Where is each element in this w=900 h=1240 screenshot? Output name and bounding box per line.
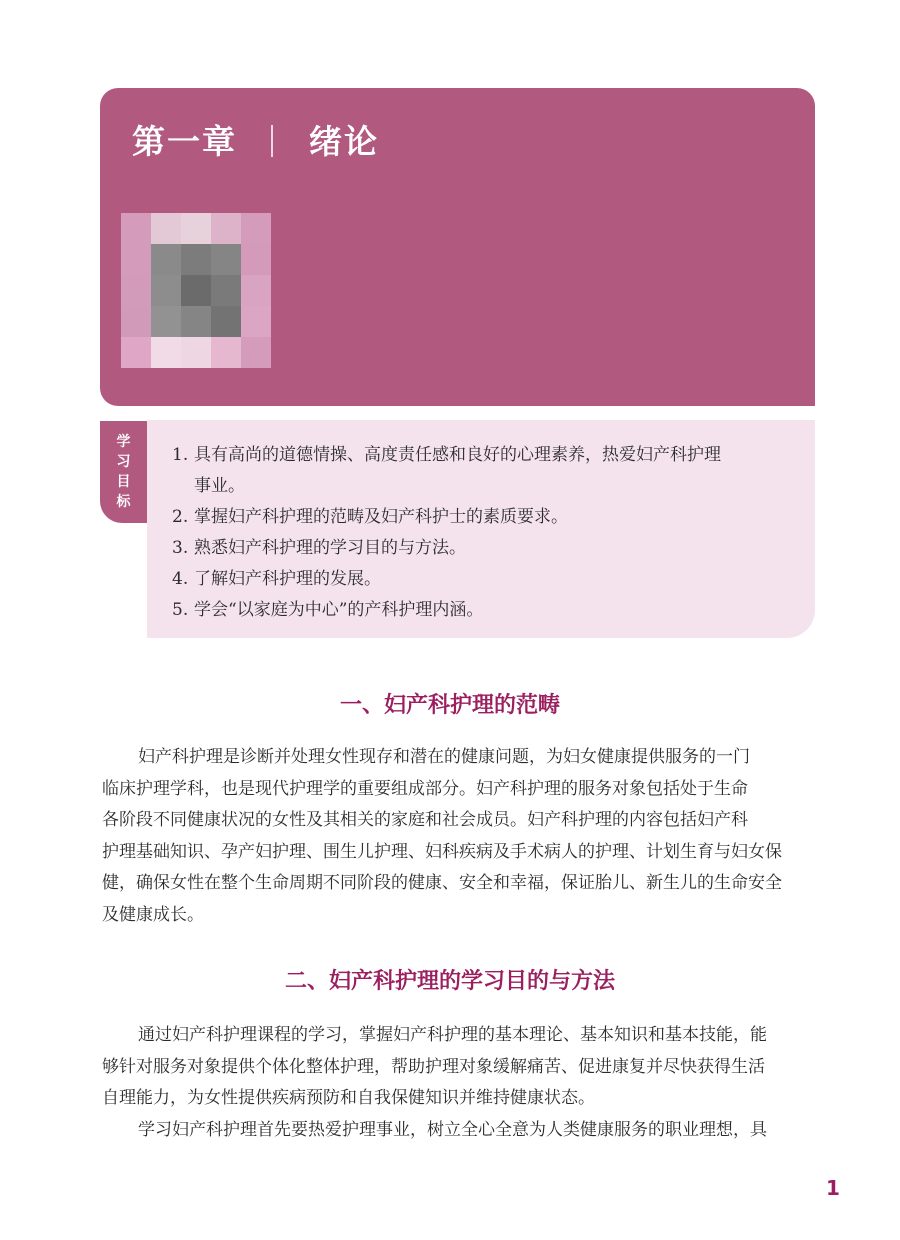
mosaic-cell [121,213,151,244]
mosaic-cell [211,213,241,244]
paragraph-methods: 通过妇产科护理课程的学习，掌握妇产科护理的基本理论、基本知识和基本技能，能 够针对服务对象提供个体化整体护理，帮助护理对象缓解痛苦、促进康复并尽快获得生活 自理能力，为女性提供疾病预防和自我保健知识并维持健康状态。 学习妇产科护理首先要热爱护理事业，树立全心全意为人类健康服务的职业理想，具 [102,1025,767,1140]
section-heading-scope: 一、妇产科护理的范畴 [339,693,560,718]
mosaic-cell [151,213,181,244]
mosaic-cell [151,306,181,337]
mosaic-cell [151,275,181,306]
chapter-banner [100,88,815,406]
chapter-name: 绪论 [309,122,379,161]
goal-item: 2. 掌握妇产科护理的范畴及妇产科护士的素质要求。 [172,507,568,527]
mosaic-cell [181,306,211,337]
chapter-number: 第一章 [132,122,237,161]
title-separator [271,125,273,157]
goal-item: 5. 学会“以家庭为中心”的产科护理内涵。 [172,600,484,620]
mosaic-cell [211,337,241,368]
mosaic-cell [121,306,151,337]
mosaic-cell [211,275,241,306]
mosaic-cell [241,275,271,306]
goal-item: 1. 具有高尚的道德情操、高度责任感和良好的心理素养，热爱妇产科护理 事业。 [172,445,721,496]
mosaic-cell [241,213,271,244]
section-heading-methods: 二、妇产科护理的学习目的与方法 [284,969,615,994]
mosaic-cell [151,244,181,275]
learning-goals-list [172,440,721,626]
learning-goals-tab: 学 习 目 标 [100,421,147,523]
mosaic-cell [211,244,241,275]
mosaic-cell [181,213,211,244]
mosaic-cell [121,337,151,368]
mosaic-cell [181,244,211,275]
page-number: 1 [826,1176,840,1200]
paragraph-scope: 妇产科护理是诊断并处理女性现存和潜在的健康问题，为妇女健康提供服务的一门 临床护理学科，也是现代护理学的重要组成部分。妇产科护理的服务对象包括处于生命 各阶段不同健康状况的女性及其相关的家庭和社会成员。妇产科护理的内容包括妇产科 护理基础知识、孕产妇护理、围生儿护理、妇科疾病及手术病人的护理、计划生育与妇女保 健，确保女性在整个生命周期不同阶段的健康、安全和幸福，保证胎儿、新生儿的生命安全 及健康成长。 [102,747,782,925]
mosaic-cell [121,244,151,275]
mosaic-cell [211,306,241,337]
mosaic-cell [181,337,211,368]
mosaic-cell [241,306,271,337]
mosaic-cell [151,337,181,368]
mosaic-cell [121,275,151,306]
goal-item: 4. 了解妇产科护理的发展。 [172,569,381,589]
mosaic-cell [241,244,271,275]
goal-item: 3. 熟悉妇产科护理的学习目的与方法。 [172,538,466,558]
mosaic-cell [241,337,271,368]
chapter-title [132,116,379,163]
mosaic-cell [181,275,211,306]
pixelated-image [121,213,271,368]
